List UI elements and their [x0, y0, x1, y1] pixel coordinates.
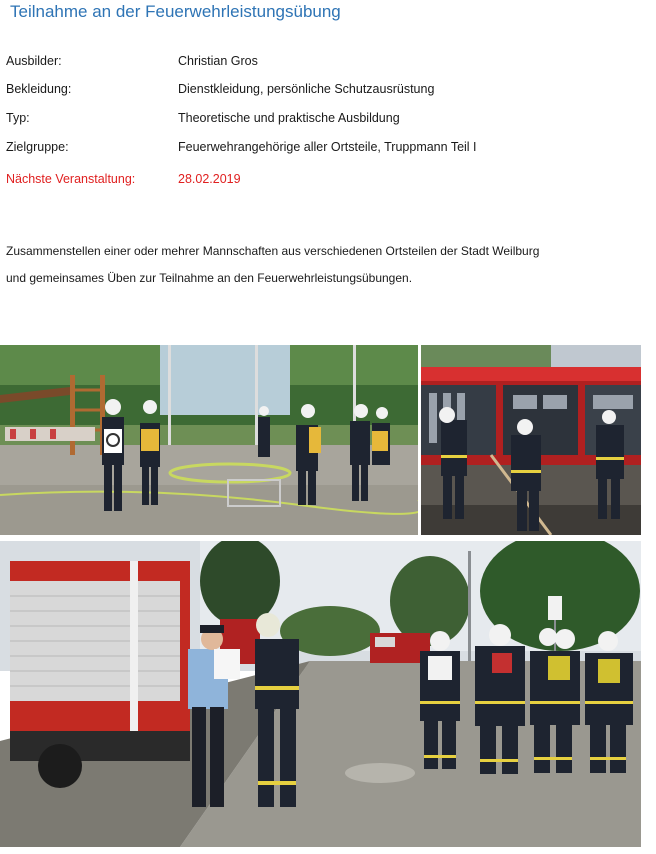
info-label: Bekleidung: — [6, 82, 72, 96]
photo-field-exercise — [0, 345, 418, 535]
info-label: Nächste Veranstaltung: — [6, 172, 136, 186]
info-value: Feuerwehrangehörige aller Ortsteile, Truppmann Teil I — [178, 140, 477, 154]
info-value: Theoretische und praktische Ausbildung — [178, 111, 400, 125]
next-event-date: 28.02.2019 — [178, 172, 241, 186]
photo-group-lineup — [0, 541, 641, 847]
description-line-1: Zusammenstellen einer oder mehrer Mannschaften aus verschiedenen Ortsteilen der Stadt Weilburg — [6, 244, 540, 258]
info-row-clothing — [6, 79, 434, 99]
description-line-2: und gemeinsames Üben zur Teilnahme an den Feuerwehrleistungsübungen. — [6, 271, 413, 285]
info-label: Zielgruppe: — [6, 140, 69, 154]
info-value: Dienstkleidung, persönliche Schutzausrüstung — [178, 82, 435, 96]
info-row-next-event — [6, 169, 241, 189]
info-label: Ausbilder: — [6, 54, 62, 68]
photo-fire-truck-equipment — [421, 345, 641, 535]
info-value: Christian Gros — [178, 54, 258, 68]
info-row-type — [6, 108, 400, 128]
info-label: Typ: — [6, 111, 30, 125]
info-row-target-group — [6, 137, 477, 157]
page-title: Teilnahme an der Feuerwehrleistungsübung — [10, 2, 341, 21]
info-row-trainer — [6, 51, 258, 71]
